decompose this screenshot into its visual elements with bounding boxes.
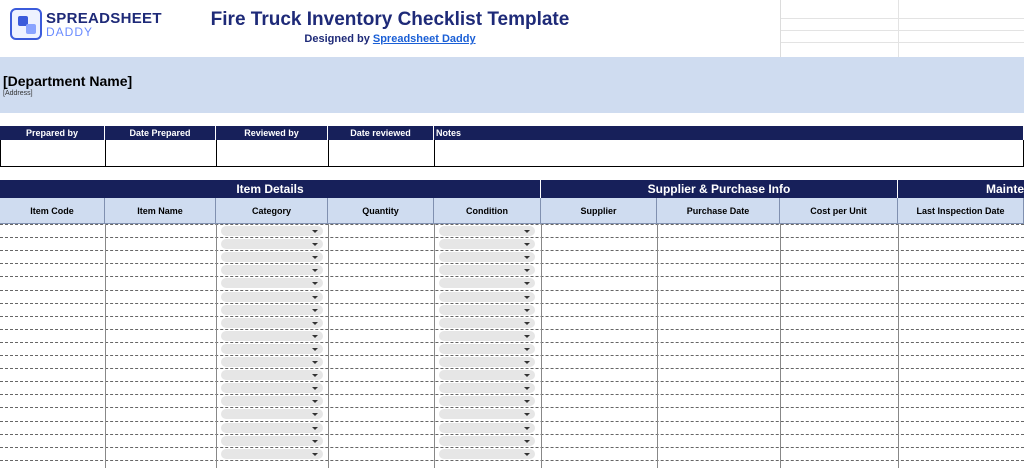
condition-dropdown[interactable] [439, 423, 535, 433]
column-divider [898, 224, 899, 468]
prepared-input-cell[interactable] [328, 140, 435, 167]
column-header-item-name: Item Name [105, 198, 216, 224]
condition-dropdown[interactable] [439, 265, 535, 275]
category-dropdown[interactable] [221, 370, 323, 380]
condition-dropdown[interactable] [439, 226, 535, 236]
category-dropdown[interactable] [221, 331, 323, 341]
logo-text-line2: DADDY [46, 25, 94, 39]
section-header-1: Supplier & Purchase Info [541, 180, 898, 198]
condition-dropdown[interactable] [439, 239, 535, 249]
table-row [0, 290, 1024, 291]
category-dropdown[interactable] [221, 436, 323, 446]
condition-dropdown[interactable] [439, 396, 535, 406]
category-dropdown[interactable] [221, 357, 323, 367]
category-dropdown[interactable] [221, 318, 323, 328]
table-row [0, 276, 1024, 277]
column-divider [541, 224, 542, 468]
condition-dropdown[interactable] [439, 357, 535, 367]
condition-dropdown[interactable] [439, 383, 535, 393]
prepared-input-cell[interactable] [0, 140, 106, 167]
column-header-quantity: Quantity [328, 198, 434, 224]
condition-dropdown[interactable] [439, 305, 535, 315]
category-dropdown[interactable] [221, 239, 323, 249]
category-dropdown[interactable] [221, 278, 323, 288]
table-row [0, 329, 1024, 330]
table-row [0, 447, 1024, 448]
condition-dropdown[interactable] [439, 370, 535, 380]
condition-dropdown[interactable] [439, 252, 535, 262]
condition-dropdown[interactable] [439, 449, 535, 459]
table-row [0, 381, 1024, 382]
table-row [0, 342, 1024, 343]
empty-grid-area [780, 0, 1024, 57]
column-divider [657, 224, 658, 468]
prepared-header-4: Notes [434, 126, 1024, 140]
category-dropdown[interactable] [221, 409, 323, 419]
table-row [0, 394, 1024, 395]
category-dropdown[interactable] [221, 305, 323, 315]
column-divider [780, 224, 781, 468]
category-dropdown[interactable] [221, 423, 323, 433]
prepared-header-0: Prepared by [0, 126, 105, 140]
prepared-header-2: Reviewed by [216, 126, 328, 140]
condition-dropdown[interactable] [439, 436, 535, 446]
category-dropdown[interactable] [221, 344, 323, 354]
table-row [0, 303, 1024, 304]
spreadsheet-daddy-link[interactable]: Spreadsheet Daddy [372, 33, 476, 45]
table-row [0, 355, 1024, 356]
column-header-cost-per-unit: Cost per Unit [780, 198, 898, 224]
column-header-purchase-date: Purchase Date [657, 198, 780, 224]
table-row [0, 368, 1024, 369]
page-title: Fire Truck Inventory Checklist Template [210, 9, 570, 30]
column-header-category: Category [216, 198, 328, 224]
table-row [0, 421, 1024, 422]
department-name[interactable]: [Department Name] [3, 73, 133, 89]
category-dropdown[interactable] [221, 252, 323, 262]
column-header-last-inspection-date: Last Inspection Date [898, 198, 1024, 224]
table-row [0, 316, 1024, 317]
column-header-condition: Condition [434, 198, 541, 224]
category-dropdown[interactable] [221, 396, 323, 406]
category-dropdown[interactable] [221, 292, 323, 302]
column-header-supplier: Supplier [541, 198, 657, 224]
department-address[interactable]: [Address] [3, 90, 33, 97]
prepared-input-cell[interactable] [434, 140, 1024, 167]
column-header-item-code: Item Code [0, 198, 105, 224]
column-divider [105, 224, 106, 468]
table-row [0, 407, 1024, 408]
table-row [0, 237, 1024, 238]
category-dropdown[interactable] [221, 449, 323, 459]
condition-dropdown[interactable] [439, 318, 535, 328]
table-row [0, 250, 1024, 251]
subtitle-prefix: Designed by [304, 33, 373, 45]
condition-dropdown[interactable] [439, 292, 535, 302]
page-subtitle [0, 33, 780, 45]
condition-dropdown[interactable] [439, 331, 535, 341]
column-divider [216, 224, 217, 468]
department-band [0, 57, 1024, 113]
category-dropdown[interactable] [221, 383, 323, 393]
column-divider [328, 224, 329, 468]
prepared-header-3: Date reviewed [328, 126, 434, 140]
prepared-input-cell[interactable] [105, 140, 217, 167]
logo-text-line1: SPREADSHEET [46, 10, 162, 27]
section-header-0: Item Details [0, 180, 541, 198]
section-header-2: Mainte [898, 180, 1024, 198]
column-divider [434, 224, 435, 468]
table-row [0, 224, 1024, 225]
prepared-header-1: Date Prepared [105, 126, 216, 140]
table-row [0, 434, 1024, 435]
condition-dropdown[interactable] [439, 278, 535, 288]
category-dropdown[interactable] [221, 265, 323, 275]
condition-dropdown[interactable] [439, 409, 535, 419]
prepared-input-cell[interactable] [216, 140, 329, 167]
condition-dropdown[interactable] [439, 344, 535, 354]
category-dropdown[interactable] [221, 226, 323, 236]
table-row [0, 263, 1024, 264]
table-row [0, 460, 1024, 461]
